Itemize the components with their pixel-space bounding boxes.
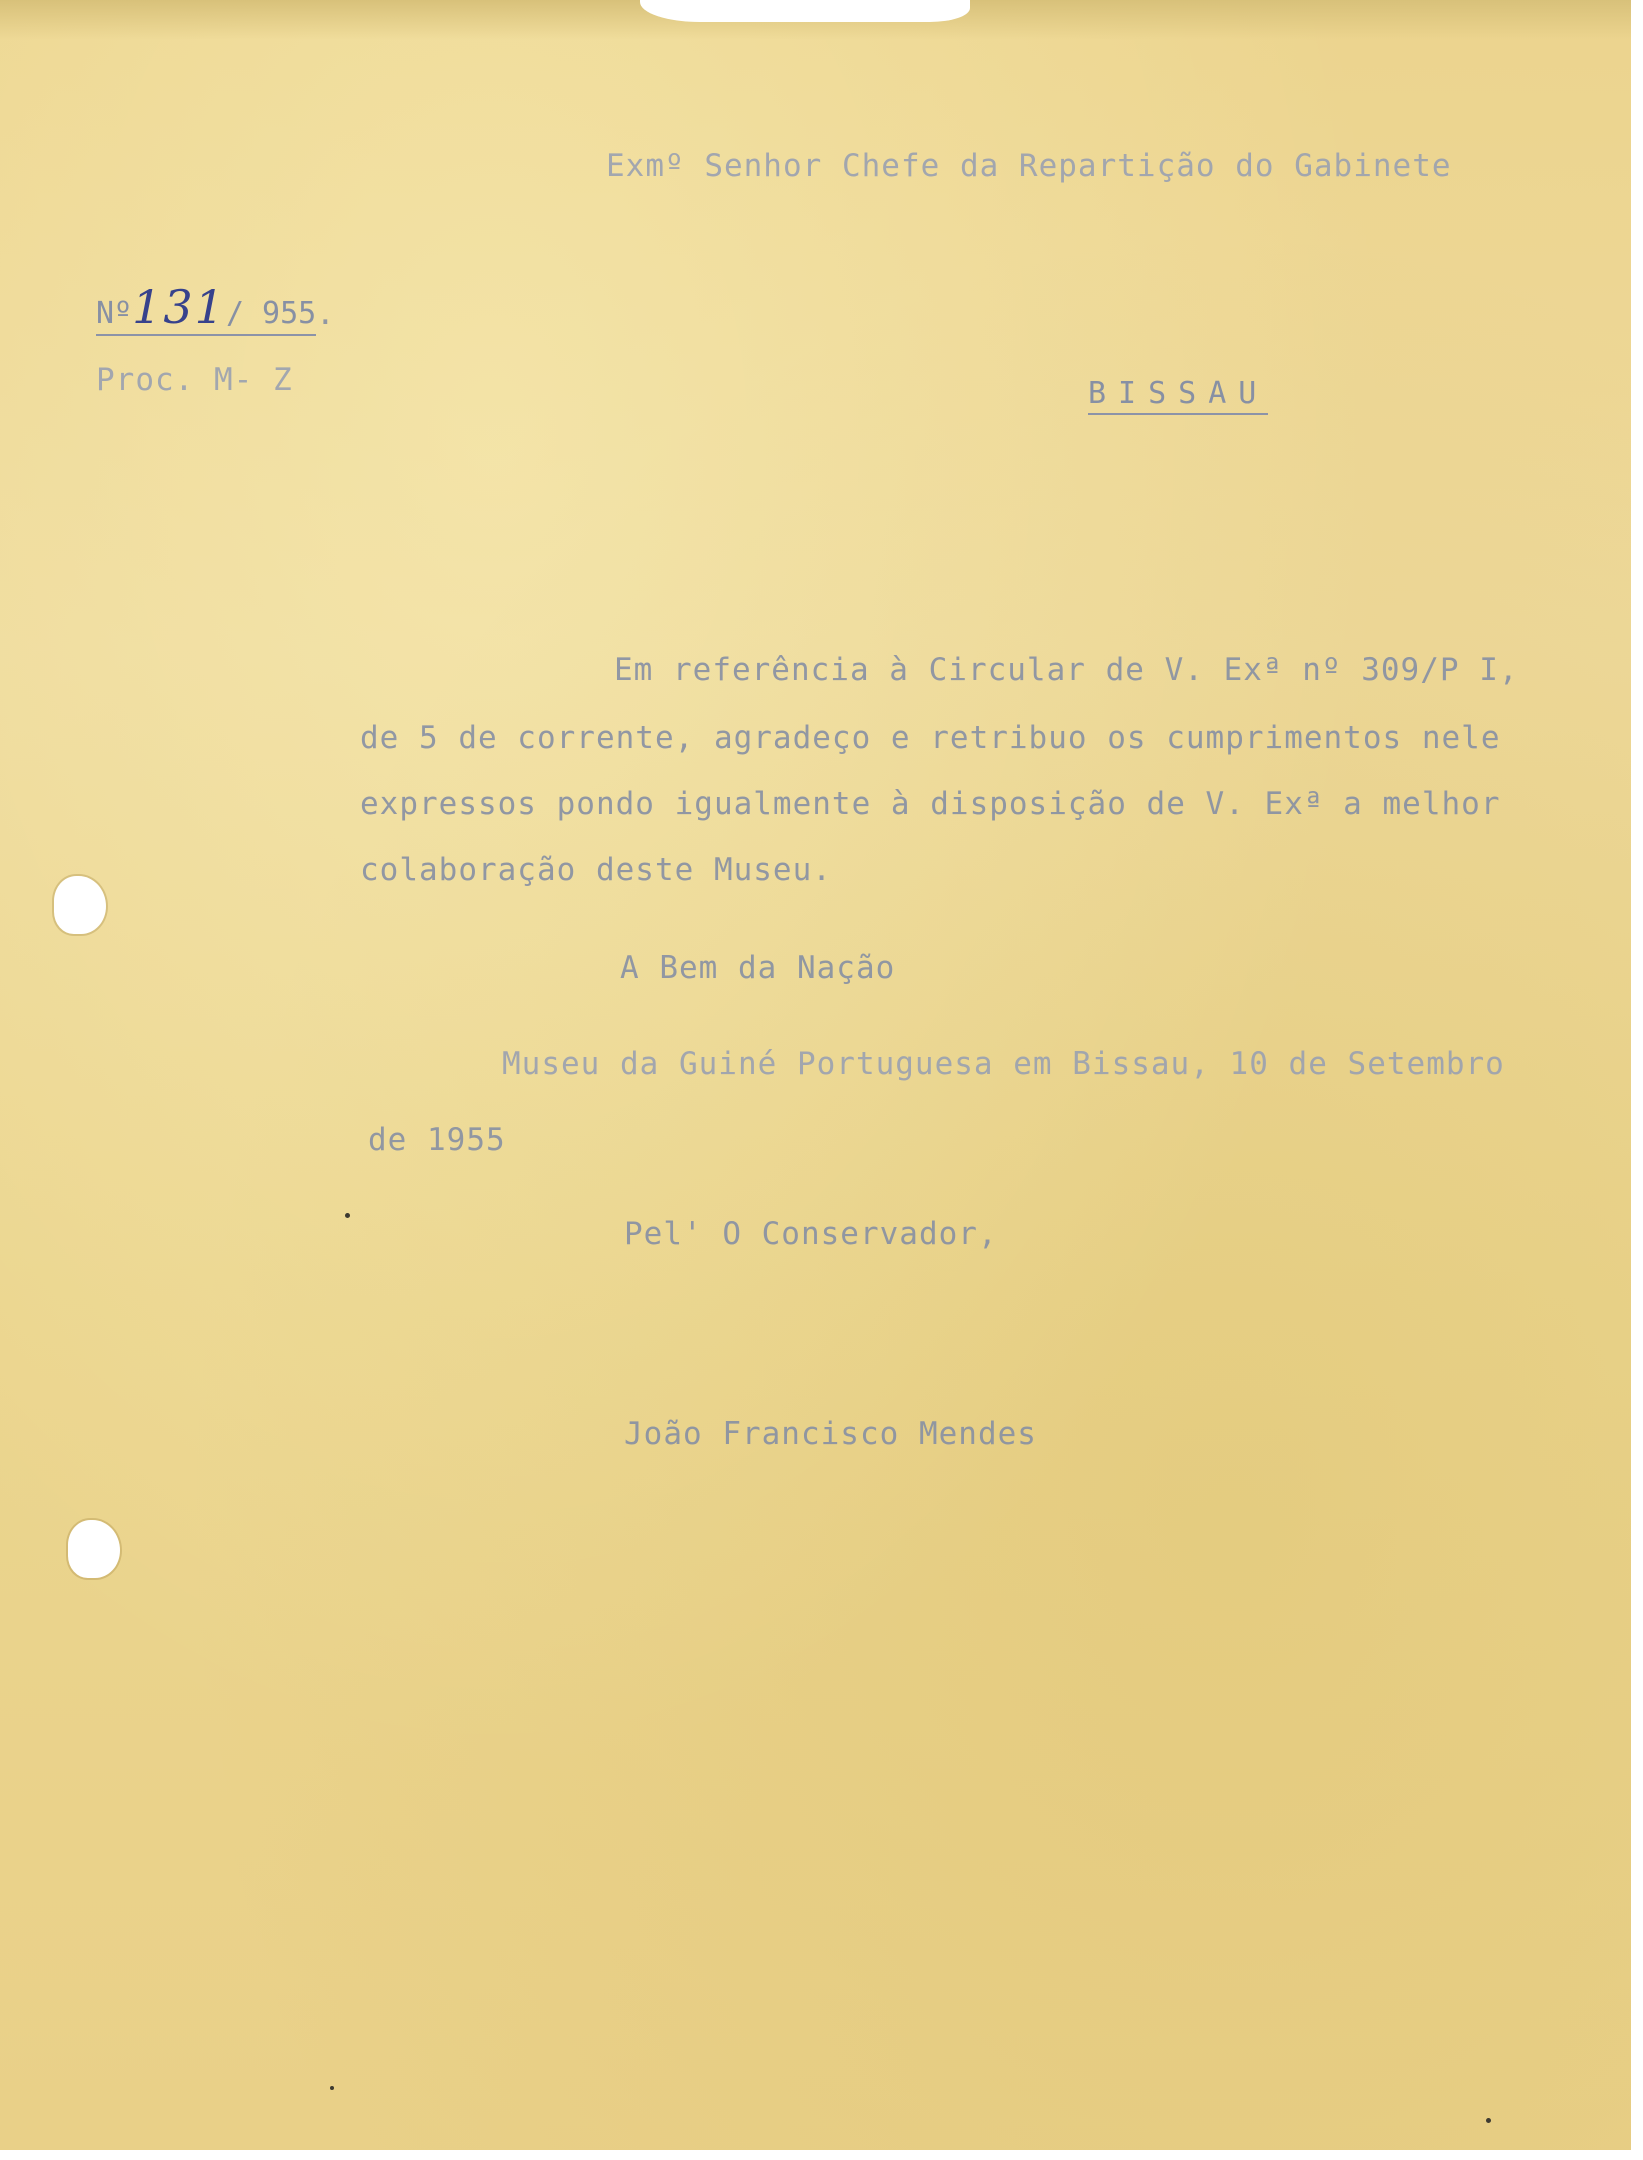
reference-number: [96, 280, 316, 336]
dateline-line-1: Museu da Guiné Portuguesa em Bissau, 10 de Setembro: [502, 1046, 1505, 1082]
torn-top-edge: [640, 0, 970, 22]
dateline-line-2: de 1955: [368, 1122, 506, 1158]
addressee-line: Exmº Senhor Chefe da Repartição do Gabinete: [606, 148, 1452, 184]
body-line-3: expressos pondo igualmente à disposição de V. Exª a melhor: [360, 786, 1501, 822]
body-line-1: Em referência à Circular de V. Exª nº 309/P I,: [614, 652, 1519, 688]
place-heading: BISSAU: [1088, 376, 1268, 415]
reference-year: / 955: [225, 296, 317, 331]
paper-speck: [330, 2086, 334, 2090]
reference-period: .: [316, 296, 336, 332]
paper-speck: [1486, 2118, 1491, 2123]
punch-hole-upper: [54, 876, 106, 934]
signatory-name: João Francisco Mendes: [624, 1416, 1037, 1452]
signature-title: Pel' O Conservador,: [624, 1216, 998, 1252]
page-bottom-margin: [0, 2150, 1643, 2160]
page-right-margin: [1631, 0, 1643, 2160]
paper-speck: [345, 1213, 350, 1218]
punch-hole-lower: [68, 1520, 120, 1578]
salutation: A Bem da Nação: [620, 950, 896, 986]
reference-prefix: Nº: [96, 296, 133, 331]
process-code: Proc. M- Z: [96, 362, 293, 398]
body-line-4: colaboração deste Museu.: [360, 852, 832, 888]
body-line-2: de 5 de corrente, agradeço e retribuo os cumprimentos nele: [360, 720, 1501, 756]
reference-handwritten-number: 131: [132, 280, 226, 334]
